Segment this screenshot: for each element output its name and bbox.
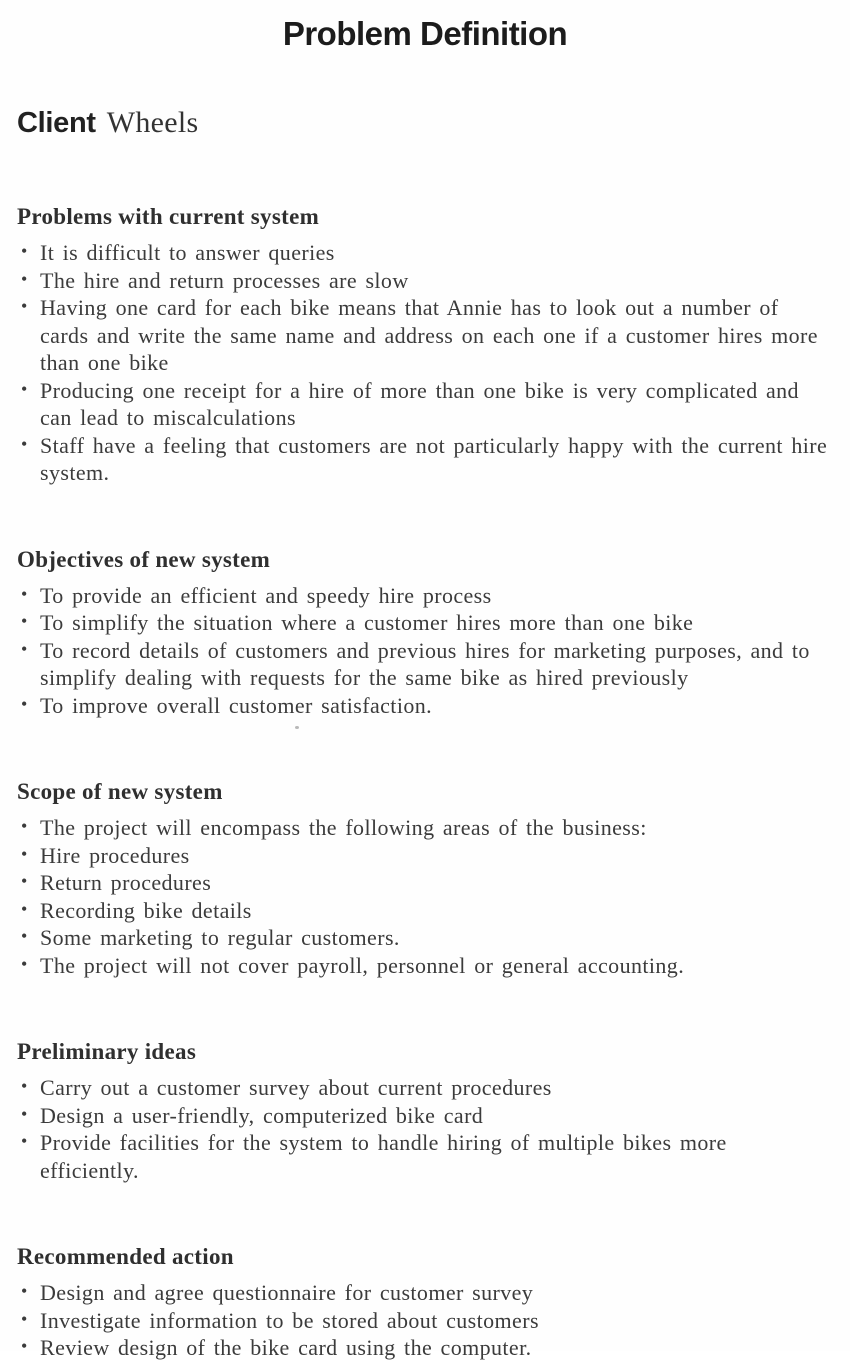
section-heading: Problems with current system [17,204,320,229]
bullet-item: • Carry out a customer survey about current procedures [17,1074,833,1102]
bullet-list [17,239,833,487]
bullet-item: • Design a user-friendly, computerized bike card [17,1102,833,1130]
bullet-item: • To improve overall customer satisfaction. [17,692,833,720]
bullet-item: • The project will encompass the following areas of the business: [17,814,833,842]
section-heading: Objectives of new system [17,546,271,572]
bullet-list [17,1074,833,1184]
document-section [17,547,833,720]
bullet-list [17,582,833,720]
bullet-item: • To record details of customers and previous hires for marketing purposes, and to simplify dealing with requests for the same bike as hired previously [17,637,833,692]
bullet-item: • Some marketing to regular customers. [17,924,833,952]
document-section [17,779,833,979]
bullet-item: • Return procedures [17,869,833,897]
bullet-item: • Provide facilities for the system to handle hiring of multiple bikes more efficiently. [17,1129,833,1184]
document-section [17,1039,833,1184]
sections-container [17,204,833,1362]
client-value: Wheels [106,106,199,139]
section-heading: Scope of new system [17,779,223,804]
bullet-item: • Recording bike details [17,897,833,925]
bullet-item: • Investigate information to be stored about customers [17,1307,833,1335]
bullet-item: • Staff have a feeling that customers are not particularly happy with the current hire system. [17,432,833,487]
bullet-item: • Review design of the bike card using the computer. [17,1334,833,1362]
bullet-item: • Having one card for each bike means that Annie has to look out a number of cards and write the same name and address on each one if a customer hires more than one bike [17,294,833,377]
bullet-item: • The hire and return processes are slow [17,267,833,295]
bullet-list [17,814,833,979]
page-title: Problem Definition [282,15,568,52]
document-section [17,204,833,487]
bullet-item: • To provide an efficient and speedy hire process [17,582,833,610]
bullet-item: • The project will not cover payroll, personnel or general accounting. [17,952,833,980]
bullet-item: • Design and agree questionnaire for customer survey [17,1279,833,1307]
document-section [17,1244,833,1362]
section-heading: Recommended action [17,1244,234,1269]
bullet-item: • Hire procedures [17,842,833,870]
section-heading: Preliminary ideas [17,1039,197,1064]
bullet-item: • To simplify the situation where a customer hires more than one bike [17,609,833,637]
bullet-item: • It is difficult to answer queries [17,239,833,267]
bullet-item: • Producing one receipt for a hire of more than one bike is very complicated and can lead to miscalculations [17,377,833,432]
scan-speck [295,726,299,729]
client-line [17,104,833,147]
bullet-list [17,1279,833,1362]
client-label: Client [17,107,96,139]
